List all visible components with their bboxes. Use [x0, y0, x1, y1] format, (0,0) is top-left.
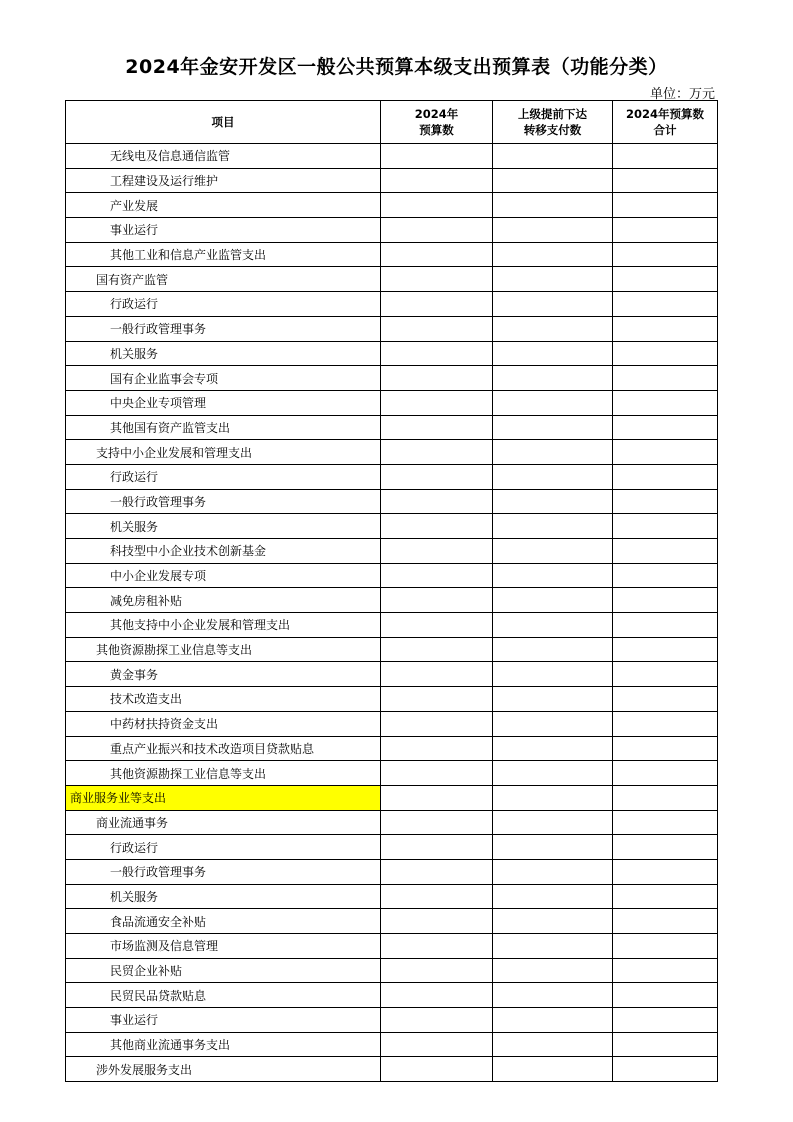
cell-total	[613, 884, 718, 909]
row-item-name: 其他工业和信息产业监管支出	[66, 242, 381, 267]
cell-budget-2024	[381, 440, 493, 465]
cell-total	[613, 464, 718, 489]
cell-total	[613, 588, 718, 613]
budget-table	[65, 100, 718, 1082]
cell-budget-2024	[381, 366, 493, 391]
cell-budget-2024	[381, 464, 493, 489]
cell-transfer-payment	[493, 144, 613, 169]
header-total	[613, 101, 718, 144]
cell-total	[613, 613, 718, 638]
cell-budget-2024	[381, 637, 493, 662]
row-item-name: 一般行政管理事务	[66, 489, 381, 514]
row-item-name: 重点产业振兴和技术改造项目贷款贴息	[66, 736, 381, 761]
cell-budget-2024	[381, 687, 493, 712]
row-item-name: 国有企业监事会专项	[66, 366, 381, 391]
header-line-1: 上级提前下达	[518, 107, 587, 121]
cell-budget-2024	[381, 316, 493, 341]
cell-budget-2024	[381, 1032, 493, 1057]
cell-budget-2024	[381, 168, 493, 193]
row-item-name: 其他商业流通事务支出	[66, 1032, 381, 1057]
cell-budget-2024	[381, 267, 493, 292]
cell-transfer-payment	[493, 687, 613, 712]
cell-total	[613, 341, 718, 366]
cell-transfer-payment	[493, 341, 613, 366]
cell-transfer-payment	[493, 292, 613, 317]
cell-budget-2024	[381, 934, 493, 959]
cell-transfer-payment	[493, 711, 613, 736]
table-row	[66, 835, 718, 860]
row-item-name: 中央企业专项管理	[66, 390, 381, 415]
header-line-1: 2024年预算数	[625, 107, 704, 121]
cell-budget-2024	[381, 736, 493, 761]
row-item-name: 黄金事务	[66, 662, 381, 687]
cell-transfer-payment	[493, 909, 613, 934]
page-title: 2024年金安开发区一般公共预算本级支出预算表（功能分类）	[125, 56, 668, 78]
table-row	[66, 983, 718, 1008]
cell-total	[613, 835, 718, 860]
cell-total	[613, 489, 718, 514]
cell-transfer-payment	[493, 588, 613, 613]
row-item-name: 涉外发展服务支出	[66, 1057, 381, 1082]
table-row	[66, 1057, 718, 1082]
row-item-name: 国有资产监管	[66, 267, 381, 292]
cell-transfer-payment	[493, 563, 613, 588]
cell-budget-2024	[381, 341, 493, 366]
cell-total	[613, 193, 718, 218]
row-item-name: 机关服务	[66, 341, 381, 366]
cell-transfer-payment	[493, 440, 613, 465]
cell-transfer-payment	[493, 366, 613, 391]
cell-budget-2024	[381, 489, 493, 514]
cell-budget-2024	[381, 1057, 493, 1082]
cell-total	[613, 983, 718, 1008]
table-row	[66, 218, 718, 243]
cell-transfer-payment	[493, 884, 613, 909]
row-item-name: 行政运行	[66, 835, 381, 860]
table-row	[66, 884, 718, 909]
cell-total	[613, 563, 718, 588]
cell-total	[613, 292, 718, 317]
table-row	[66, 1032, 718, 1057]
cell-budget-2024	[381, 242, 493, 267]
cell-total	[613, 810, 718, 835]
header-budget-2024	[381, 101, 493, 144]
row-item-name: 民贸民品贷款贴息	[66, 983, 381, 1008]
table-row	[66, 613, 718, 638]
cell-budget-2024	[381, 613, 493, 638]
cell-budget-2024	[381, 292, 493, 317]
cell-total	[613, 1032, 718, 1057]
table-row	[66, 736, 718, 761]
table-body	[66, 144, 718, 1082]
cell-budget-2024	[381, 193, 493, 218]
cell-budget-2024	[381, 983, 493, 1008]
cell-transfer-payment	[493, 1008, 613, 1033]
row-item-name: 支持中小企业发展和管理支出	[66, 440, 381, 465]
row-item-name: 商业流通事务	[66, 810, 381, 835]
table-row	[66, 859, 718, 884]
header-line-2: 合计	[653, 123, 677, 137]
cell-transfer-payment	[493, 810, 613, 835]
cell-total	[613, 242, 718, 267]
table-row	[66, 934, 718, 959]
cell-total	[613, 711, 718, 736]
cell-total	[613, 761, 718, 786]
table-row	[66, 810, 718, 835]
row-item-name: 中药材扶持资金支出	[66, 711, 381, 736]
cell-transfer-payment	[493, 1057, 613, 1082]
cell-total	[613, 366, 718, 391]
row-item-name: 减免房租补贴	[66, 588, 381, 613]
row-item-name: 其他资源勘探工业信息等支出	[66, 637, 381, 662]
cell-transfer-payment	[493, 613, 613, 638]
cell-total	[613, 267, 718, 292]
row-item-name: 工程建设及运行维护	[66, 168, 381, 193]
cell-transfer-payment	[493, 242, 613, 267]
cell-budget-2024	[381, 810, 493, 835]
cell-transfer-payment	[493, 168, 613, 193]
cell-budget-2024	[381, 390, 493, 415]
cell-budget-2024	[381, 588, 493, 613]
cell-transfer-payment	[493, 736, 613, 761]
cell-budget-2024	[381, 539, 493, 564]
header-line-2: 转移支付数	[523, 123, 582, 137]
cell-transfer-payment	[493, 390, 613, 415]
cell-transfer-payment	[493, 859, 613, 884]
table-row	[66, 909, 718, 934]
header-item-label: 项目	[211, 115, 235, 129]
table-row	[66, 464, 718, 489]
table-row	[66, 168, 718, 193]
cell-transfer-payment	[493, 267, 613, 292]
cell-budget-2024	[381, 218, 493, 243]
cell-transfer-payment	[493, 539, 613, 564]
table-row	[66, 415, 718, 440]
table-row	[66, 341, 718, 366]
cell-total	[613, 1008, 718, 1033]
row-item-name: 食品流通安全补贴	[66, 909, 381, 934]
cell-total	[613, 316, 718, 341]
table-row	[66, 761, 718, 786]
header-line-2: 预算数	[419, 123, 454, 137]
cell-total	[613, 514, 718, 539]
table-row	[66, 267, 718, 292]
cell-budget-2024	[381, 711, 493, 736]
cell-total	[613, 1057, 718, 1082]
row-item-name: 机关服务	[66, 884, 381, 909]
cell-budget-2024	[381, 835, 493, 860]
cell-transfer-payment	[493, 637, 613, 662]
cell-transfer-payment	[493, 662, 613, 687]
table-row	[66, 514, 718, 539]
cell-budget-2024	[381, 144, 493, 169]
table-row	[66, 144, 718, 169]
cell-total	[613, 958, 718, 983]
table-row	[66, 390, 718, 415]
header-line-1: 2024年	[414, 107, 459, 121]
table-row	[66, 958, 718, 983]
unit-label: 单位：万元	[649, 87, 715, 102]
row-item-name: 行政运行	[66, 464, 381, 489]
table-row	[66, 687, 718, 712]
table-row	[66, 292, 718, 317]
cell-transfer-payment	[493, 835, 613, 860]
cell-budget-2024	[381, 909, 493, 934]
cell-transfer-payment	[493, 415, 613, 440]
row-item-name: 无线电及信息通信监管	[66, 144, 381, 169]
table-row	[66, 316, 718, 341]
table-row	[66, 242, 718, 267]
table-header-row	[66, 101, 718, 144]
cell-transfer-payment	[493, 958, 613, 983]
row-item-name: 科技型中小企业技术创新基金	[66, 539, 381, 564]
cell-total	[613, 218, 718, 243]
row-item-name: 行政运行	[66, 292, 381, 317]
cell-total	[613, 539, 718, 564]
cell-total	[613, 662, 718, 687]
table-row	[66, 193, 718, 218]
cell-budget-2024	[381, 958, 493, 983]
cell-transfer-payment	[493, 218, 613, 243]
row-item-name: 市场监测及信息管理	[66, 934, 381, 959]
cell-transfer-payment	[493, 934, 613, 959]
table-row	[66, 662, 718, 687]
row-item-name: 事业运行	[66, 1008, 381, 1033]
cell-total	[613, 785, 718, 810]
table-row	[66, 366, 718, 391]
row-item-name: 其他支持中小企业发展和管理支出	[66, 613, 381, 638]
row-item-name: 一般行政管理事务	[66, 859, 381, 884]
row-item-name: 产业发展	[66, 193, 381, 218]
cell-budget-2024	[381, 415, 493, 440]
cell-transfer-payment	[493, 514, 613, 539]
cell-transfer-payment	[493, 785, 613, 810]
row-item-name: 一般行政管理事务	[66, 316, 381, 341]
cell-budget-2024	[381, 859, 493, 884]
table-row	[66, 588, 718, 613]
cell-total	[613, 909, 718, 934]
header-item	[66, 101, 381, 144]
cell-total	[613, 859, 718, 884]
row-item-name: 民贸企业补贴	[66, 958, 381, 983]
row-item-name: 事业运行	[66, 218, 381, 243]
cell-total	[613, 440, 718, 465]
table-row	[66, 1008, 718, 1033]
cell-transfer-payment	[493, 193, 613, 218]
row-item-name: 其他国有资产监管支出	[66, 415, 381, 440]
table-row	[66, 785, 718, 810]
cell-transfer-payment	[493, 1032, 613, 1057]
cell-total	[613, 144, 718, 169]
cell-budget-2024	[381, 1008, 493, 1033]
cell-total	[613, 687, 718, 712]
cell-total	[613, 736, 718, 761]
cell-transfer-payment	[493, 489, 613, 514]
table-row	[66, 637, 718, 662]
cell-total	[613, 637, 718, 662]
cell-transfer-payment	[493, 983, 613, 1008]
row-item-name: 技术改造支出	[66, 687, 381, 712]
cell-total	[613, 934, 718, 959]
table-row	[66, 711, 718, 736]
cell-total	[613, 390, 718, 415]
cell-transfer-payment	[493, 464, 613, 489]
table-row	[66, 539, 718, 564]
cell-budget-2024	[381, 662, 493, 687]
cell-budget-2024	[381, 563, 493, 588]
cell-budget-2024	[381, 785, 493, 810]
cell-budget-2024	[381, 514, 493, 539]
header-transfer-payment	[493, 101, 613, 144]
table-row	[66, 440, 718, 465]
cell-transfer-payment	[493, 761, 613, 786]
cell-total	[613, 168, 718, 193]
cell-transfer-payment	[493, 316, 613, 341]
row-item-name: 商业服务业等支出	[66, 785, 381, 810]
cell-budget-2024	[381, 761, 493, 786]
row-item-name: 中小企业发展专项	[66, 563, 381, 588]
cell-total	[613, 415, 718, 440]
row-item-name: 机关服务	[66, 514, 381, 539]
cell-budget-2024	[381, 884, 493, 909]
row-item-name: 其他资源勘探工业信息等支出	[66, 761, 381, 786]
table-row	[66, 489, 718, 514]
table-row	[66, 563, 718, 588]
